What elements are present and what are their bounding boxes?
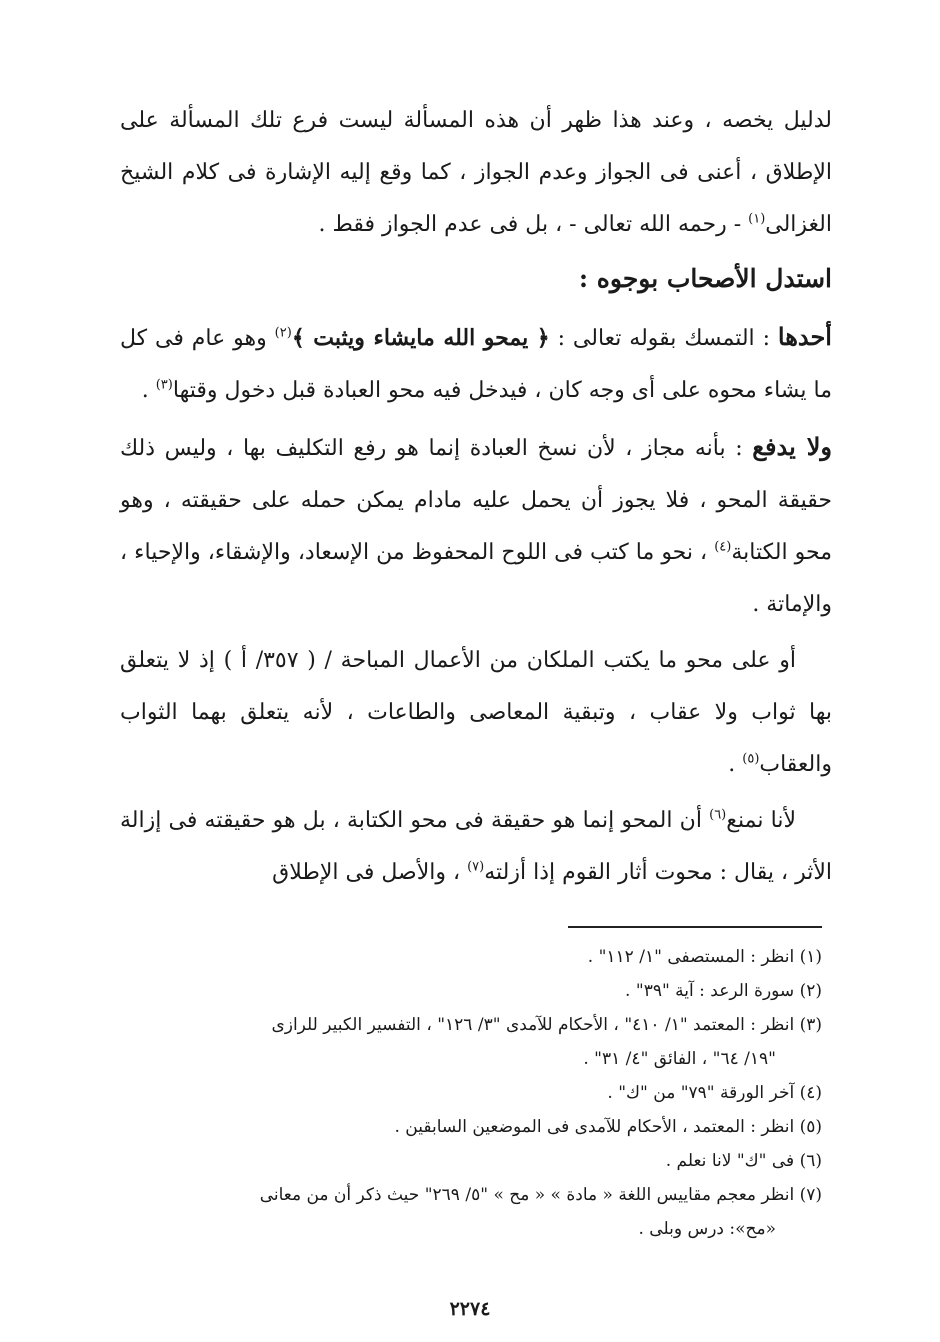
- paragraph-third: [120, 635, 832, 791]
- fourth-mid: أن المحو إنما هو حقيقة فى محو الكتابة ، بل هو حقيقته فى إزالة الأثر ، يقال : محوت أثار القوم إذا أزلته: [120, 808, 832, 885]
- third-tail: .: [728, 752, 743, 777]
- footnote-3-continued: "١٩/ ٦٤" ، الفائق "٤/ ٣١" .: [583, 1049, 776, 1069]
- footnote-1: (١) انظر : المستصفى "١/ ١١٢" .: [587, 947, 822, 967]
- paragraph-second: [120, 421, 832, 631]
- footnote-7: (٧) انظر معجم مقاييس اللغة « مادة » « مح » "٥/ ٢٦٩" حيث ذكر أن من معانى: [259, 1185, 822, 1205]
- third-text: أو على محو ما يكتب الملكان من الأعمال المباحة / ( ٣٥٧/ أ ) إذ لا يتعلق بها ثواب ولا عقاب ، وتبقية المعاصى والطاعات ، لأنه يتعلق بهما الثواب والعقاب: [120, 648, 832, 777]
- page-number: ٢٢٧٤: [449, 1298, 491, 1320]
- second-mid: : بأنه مجاز ، لأن نسخ العبادة إنما هو رفع التكليف بها ، وليس ذلك حقيقة المحو ، فلا يجوز أن يحمل عليه مادام يمكن حمله على حقيقته ، وهو محو الكتابة: [120, 436, 832, 565]
- intro-text: لدليل يخصه ، وعند هذا ظهر أن هذه المسألة ليست فرع تلك المسألة على الإطلاق ، أعنى فى الجواز وعدم الجواز ، كما وقع إليه الإشارة فى كلام الشيخ الغزالى: [120, 108, 832, 237]
- footnote-7-continued: «مح»: درس وبلى .: [638, 1219, 776, 1239]
- fourth-tail: ، والأصل فى الإطلاق: [272, 860, 468, 885]
- main-text: [120, 95, 832, 899]
- footnote-6: (٦) فى "ك" لانا نعلم .: [665, 1151, 822, 1171]
- footnotes: [112, 940, 822, 1246]
- fourth-pre: لأنا نمنع: [726, 808, 796, 833]
- second-tail: ، نحو ما كتب فى اللوح المحفوظ من الإسعاد، والإشقاء، والإحياء ، والإماتة .: [120, 540, 832, 617]
- footnote-2: (٢) سورة الرعد : آية "٣٩" .: [625, 981, 822, 1001]
- quran-verse: ﴿ يمحو الله مايشاء ويثبت ﴾: [291, 325, 550, 351]
- footnote-5: (٥) انظر : المعتمد ، الأحكام للآمدى فى الموضعين السابقين .: [394, 1117, 822, 1137]
- footnote-ref-2[interactable]: (٢): [274, 325, 292, 341]
- paragraph-first: [120, 311, 832, 417]
- first-mid: وهو عام فى كل ما يشاء محوه على أى وجه كان ، فيدخل فيه محو العبادة قبل دخول وقتها: [120, 326, 832, 403]
- footnote-3: (٣) انظر : المعتمد "١/ ٤١٠" ، الأحكام للآمدى "٣/ ١٢٦" ، التفسير الكبير للرازى: [271, 1015, 822, 1035]
- paragraph-intro: [120, 95, 832, 251]
- footnote-4: (٤) آخر الورقة "٧٩" من "ك" .: [607, 1083, 822, 1103]
- first-lead: أحدها: [777, 322, 832, 351]
- second-lead: ولا يدفع: [752, 432, 832, 461]
- first-pre: : التمسك بقوله تعالى :: [549, 326, 778, 351]
- footnote-ref-3[interactable]: (٣): [155, 377, 173, 393]
- intro-tail: - رحمه الله تعالى - ، بل فى عدم الجواز فقط .: [318, 212, 749, 237]
- footnote-ref-6[interactable]: (٦): [709, 807, 727, 823]
- first-tail: .: [141, 378, 156, 403]
- footnote-ref-7[interactable]: (٧): [467, 859, 485, 875]
- paragraph-fourth: [120, 795, 832, 899]
- footnote-separator: [568, 926, 822, 928]
- footnote-ref-5[interactable]: (٥): [742, 751, 760, 767]
- section-heading: استدل الأصحاب بوجوه :: [578, 264, 832, 293]
- footnote-ref-1[interactable]: (١): [748, 211, 766, 227]
- footnote-ref-4[interactable]: (٤): [714, 539, 732, 555]
